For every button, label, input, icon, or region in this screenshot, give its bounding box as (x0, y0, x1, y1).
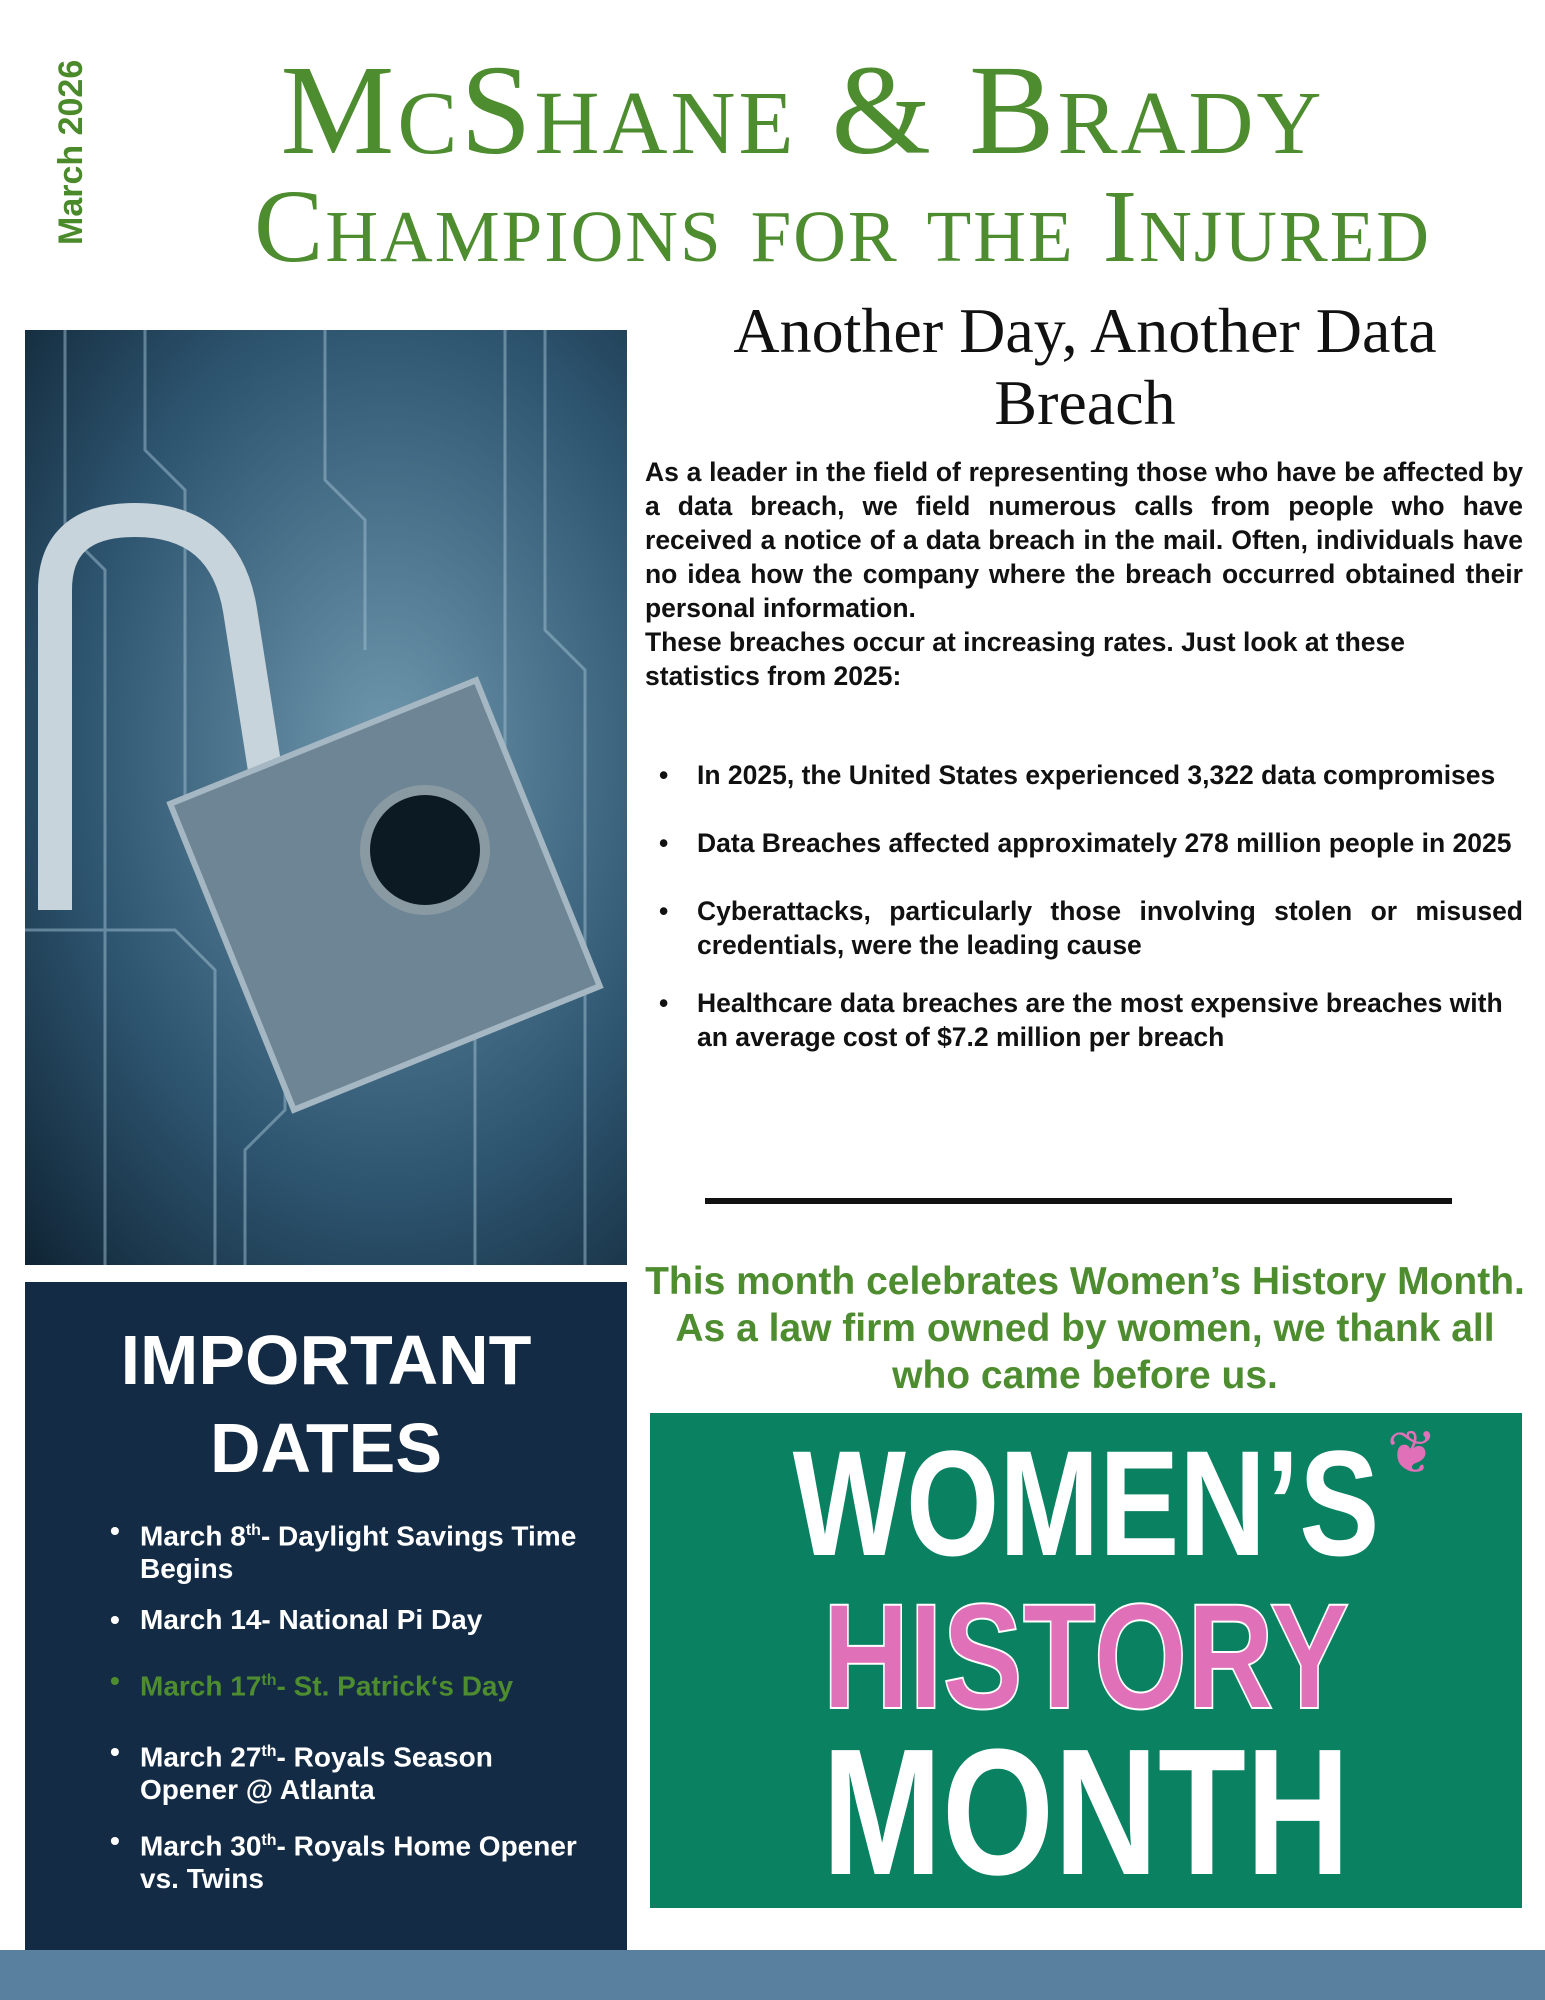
article-paragraph: These breaches occur at increasing rates. Just look at these statistics from 2025: (645, 627, 1405, 691)
statistics-list (645, 758, 1523, 1088)
womens-history-month-banner (650, 1413, 1522, 1908)
banner-line-1: WOMEN’S (792, 1419, 1380, 1587)
article-body (645, 455, 1523, 693)
important-dates-panel (25, 1282, 627, 1950)
firm-name: McShane & Brady (280, 39, 1325, 181)
dates-heading-line2: DATES (209, 1409, 443, 1487)
padlock-circuit-image (25, 330, 627, 1265)
statistic-item: • Data Breaches affected approximately 278 million people in 2025 (645, 826, 1523, 860)
statistic-item: • Healthcare data breaches are the most expensive breaches with an average cost of $7.2 million per breach (645, 986, 1523, 1054)
date-item: • March 27th- Royals Season Opener @ Atlanta (110, 1735, 597, 1806)
firm-tagline: Champions for the Injured (253, 169, 1432, 284)
divider (705, 1198, 1452, 1204)
date-item: • March 30th- Royals Home Opener vs. Twins (110, 1824, 597, 1895)
padlock-icon (25, 330, 627, 1265)
dates-heading-line1: IMPORTANT (120, 1321, 532, 1399)
date-item: • March 14- National Pi Day (110, 1603, 597, 1636)
statistic-item: • Cyberattacks, particularly those involving stolen or misused credentials, were the leading cause (645, 894, 1523, 962)
article-title: Another Day, Another Data Breach (733, 295, 1437, 438)
statistic-item: • In 2025, the United States experienced 3,322 data compromises (645, 758, 1523, 792)
banner-line-3: MONTH (822, 1712, 1350, 1908)
banner-line-2: HISTORY (822, 1572, 1350, 1740)
date-item: • March 17th- St. Patrick‘s Day (110, 1664, 597, 1702)
issue-date: March 2026 (52, 59, 90, 245)
date-item: • March 8th- Daylight Savings Time Begins (110, 1514, 597, 1585)
article-paragraph: As a leader in the field of representing those who have be affected by a data breach, we field numerous calls from people who have received a notice of a data breach in the mail. Often, individuals have no idea how the company where the breach occurred obtained their personal information. (645, 457, 1523, 623)
footer-bar (0, 1950, 1545, 2000)
butterfly-icon: ❦ (1386, 1419, 1437, 1486)
womens-history-message: This month celebrates Women’s History Month. As a law firm owned by women, we thank all who came before us. (645, 1260, 1525, 1397)
